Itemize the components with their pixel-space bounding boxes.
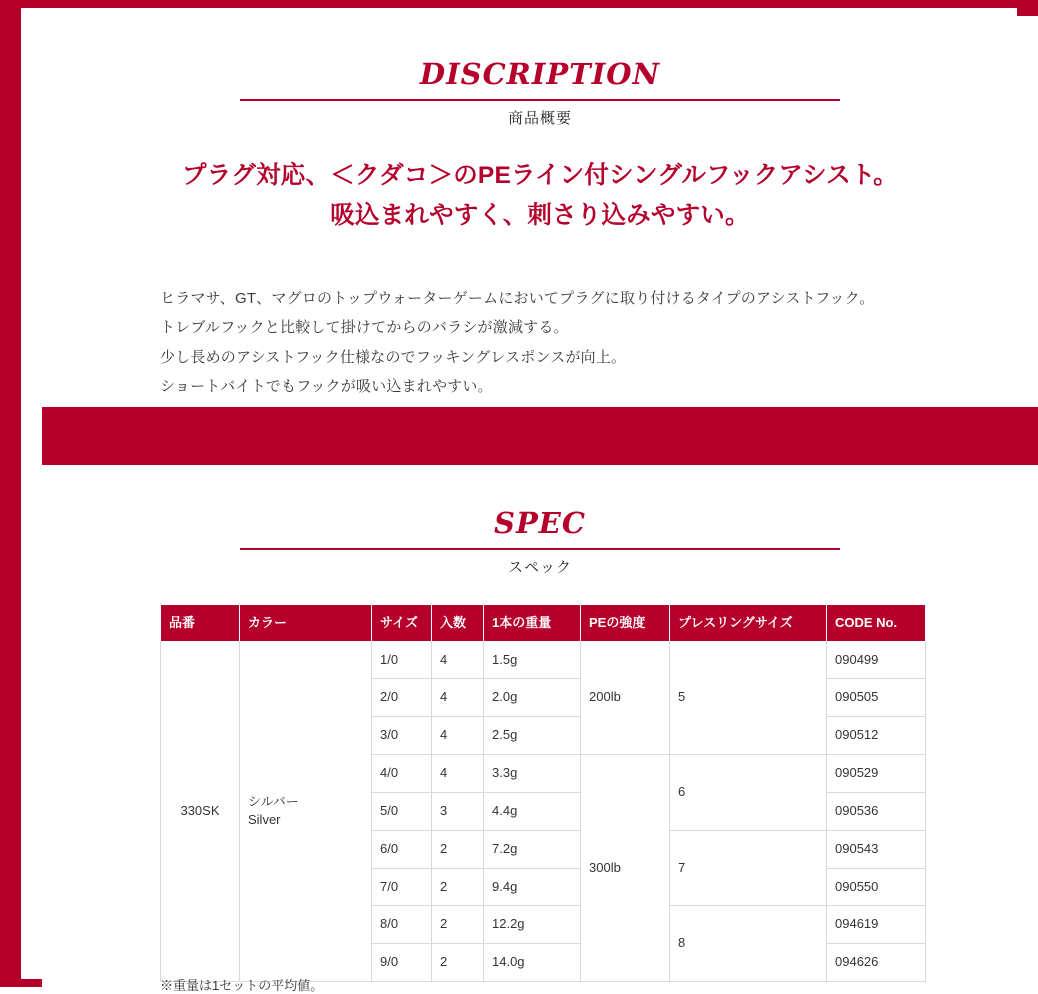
cell-color-en: Silver [248, 812, 281, 828]
cell-color-jp: シルバー [248, 793, 299, 809]
spec-title: SPEC [494, 506, 586, 540]
header-pe-strength: PEの強度 [581, 605, 670, 642]
cell-code: 090550 [827, 868, 926, 906]
cell-size: 7/0 [372, 868, 432, 906]
cell-color [240, 641, 372, 982]
cell-ring-size: 7 [670, 830, 827, 906]
cell-weight: 12.2g [484, 906, 581, 944]
cell-weight: 2.5g [484, 717, 581, 755]
cell-count: 4 [432, 641, 484, 679]
header-count: 入数 [432, 605, 484, 642]
cell-count: 2 [432, 830, 484, 868]
cell-weight: 14.0g [484, 944, 581, 982]
cell-code: 090529 [827, 755, 926, 793]
cell-pe-strength: 200lb [581, 641, 670, 755]
cell-size: 2/0 [372, 679, 432, 717]
header-size: サイズ [372, 605, 432, 642]
description-lead-line-1: プラグ対応、＜クダコ＞のPEライン付シングルフックアシスト。 [182, 162, 898, 189]
cell-weight: 9.4g [484, 868, 581, 906]
cell-ring-size: 8 [670, 906, 827, 982]
cell-count: 4 [432, 679, 484, 717]
cell-size: 4/0 [372, 755, 432, 793]
cell-weight: 3.3g [484, 755, 581, 793]
cell-code: 090536 [827, 792, 926, 830]
cell-ring-size: 6 [670, 755, 827, 831]
spec-rule [240, 548, 840, 550]
spec-note: ※重量は1セットの平均値。 [160, 978, 324, 993]
spec-section [42, 465, 1038, 993]
header-color: カラー [240, 605, 372, 642]
description-body-line: ヒラマサ、GT、マグロのトップウォーターゲームにおいてプラグに取り付けるタイプのアシストフック。 [160, 290, 875, 307]
cell-weight: 7.2g [484, 830, 581, 868]
cell-size: 5/0 [372, 792, 432, 830]
description-body [160, 284, 960, 401]
cell-size: 9/0 [372, 944, 432, 982]
cell-code: 094626 [827, 944, 926, 982]
cell-size: 3/0 [372, 717, 432, 755]
description-rule [240, 99, 840, 101]
header-weight: 1本の重量 [484, 605, 581, 642]
description-title: DISCRIPTION [419, 57, 661, 91]
cell-code: 090499 [827, 641, 926, 679]
description-body-line: ショートバイトでもフックが吸い込まれやすい。 [160, 377, 493, 395]
cell-code: 090505 [827, 679, 926, 717]
cell-hinban: 330SK [161, 641, 240, 982]
cell-weight: 4.4g [484, 792, 581, 830]
header-ring-size: プレスリングサイズ [670, 605, 827, 642]
cell-count: 3 [432, 792, 484, 830]
cell-size: 8/0 [372, 906, 432, 944]
description-body-line: トレブルフックと比較して掛けてからのバラシが激減する。 [160, 319, 569, 337]
description-body-line: 少し長めのアシストフック仕様なのでフッキングレスポンスが向上。 [160, 348, 627, 366]
cell-count: 2 [432, 906, 484, 944]
description-lead-line-2: 吸込まれやすく、刺さり込みやすい。 [330, 202, 750, 230]
spec-table [160, 604, 926, 982]
description-section [42, 16, 1038, 407]
cell-size: 6/0 [372, 830, 432, 868]
description-lead [42, 156, 1038, 237]
page-inner [42, 16, 1038, 993]
spec-table-header-row [161, 605, 926, 642]
cell-code: 090543 [827, 830, 926, 868]
cell-count: 4 [432, 755, 484, 793]
cell-size: 1/0 [372, 641, 432, 679]
description-subtitle: 商品概要 [507, 110, 572, 127]
cell-count: 2 [432, 868, 484, 906]
header-hinban: 品番 [161, 605, 240, 642]
table-row [161, 641, 926, 679]
cell-weight: 1.5g [484, 641, 581, 679]
spec-heading [240, 506, 840, 577]
cell-code: 090512 [827, 717, 926, 755]
cell-pe-strength: 300lb [581, 755, 670, 982]
cell-count: 4 [432, 717, 484, 755]
cell-count: 2 [432, 944, 484, 982]
cell-weight: 2.0g [484, 679, 581, 717]
spec-subtitle: スペック [507, 559, 572, 576]
cell-ring-size: 5 [670, 641, 827, 755]
header-code-no: CODE No. [827, 605, 926, 642]
description-heading [240, 57, 840, 128]
red-divider-band [42, 407, 1038, 465]
cell-code: 094619 [827, 906, 926, 944]
